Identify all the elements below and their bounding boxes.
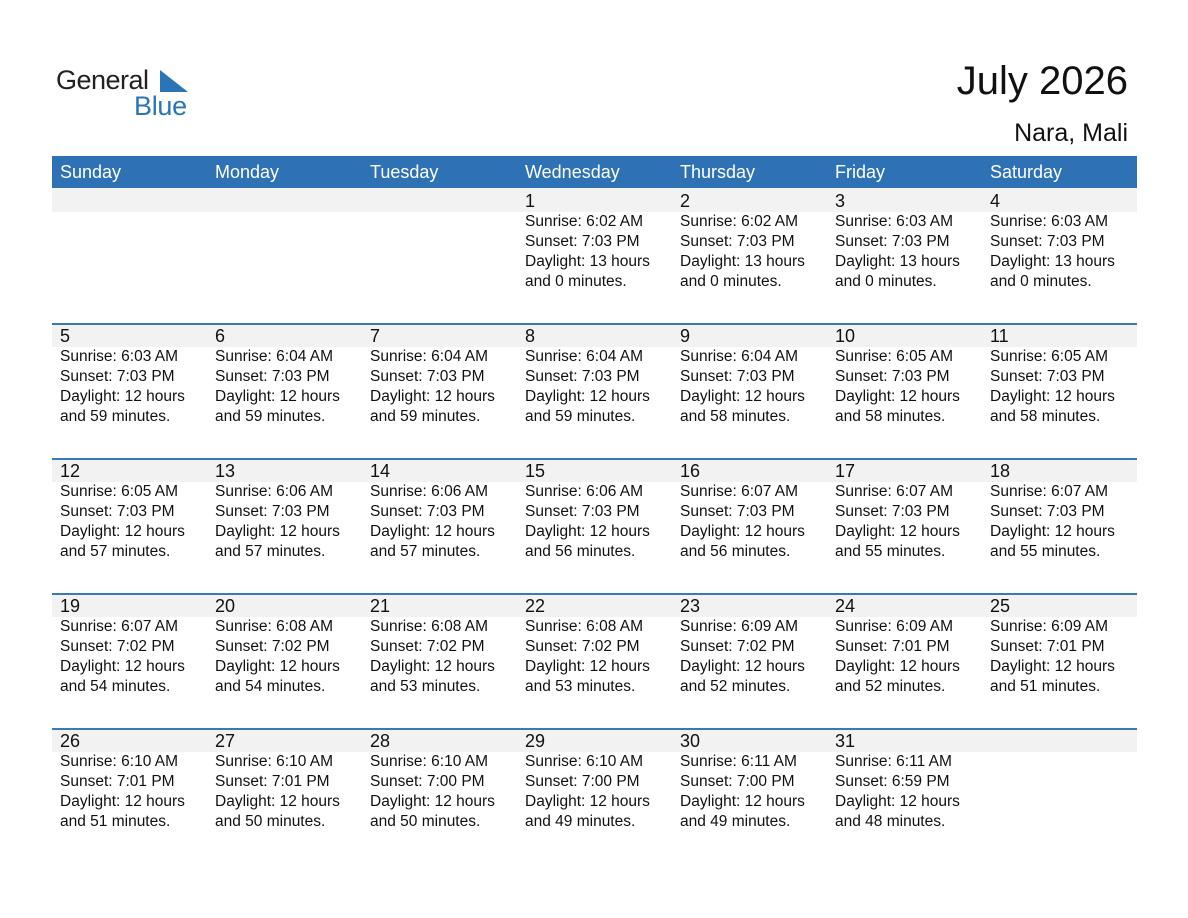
sunrise-text: Sunrise: 6:04 AM xyxy=(215,348,334,365)
day-number: 4 xyxy=(990,191,1001,211)
day-cell xyxy=(207,593,362,728)
day-number: 11 xyxy=(990,326,1009,346)
day-cell xyxy=(672,593,827,728)
day-cell xyxy=(517,458,672,593)
sunrise-text: Sunrise: 6:07 AM xyxy=(990,483,1109,500)
day-number: 19 xyxy=(60,596,81,616)
daylight-minutes-text: and 58 minutes. xyxy=(990,408,1101,425)
day-cell xyxy=(982,593,1137,728)
day-cell xyxy=(982,323,1137,458)
day-number: 21 xyxy=(370,596,391,616)
daylight-minutes-text: and 54 minutes. xyxy=(215,678,326,695)
daylight-hours-text: Daylight: 12 hours xyxy=(525,793,650,810)
sunrise-text: Sunrise: 6:02 AM xyxy=(525,213,644,230)
weekday-header: Tuesday xyxy=(370,162,439,182)
day-number: 6 xyxy=(215,326,226,346)
day-number: 16 xyxy=(680,461,701,481)
day-cell xyxy=(362,728,517,863)
daylight-hours-text: Daylight: 12 hours xyxy=(60,523,185,540)
empty-day-cell xyxy=(362,188,517,323)
sunset-text: Sunset: 7:02 PM xyxy=(525,638,640,655)
sunrise-text: Sunrise: 6:02 AM xyxy=(680,213,799,230)
day-number: 28 xyxy=(370,731,391,751)
daylight-minutes-text: and 51 minutes. xyxy=(990,678,1101,695)
day-cell xyxy=(672,728,827,863)
sunset-text: Sunset: 7:03 PM xyxy=(835,503,950,520)
day-number: 30 xyxy=(680,731,701,751)
day-cell xyxy=(52,728,207,863)
daylight-minutes-text: and 55 minutes. xyxy=(835,543,946,560)
sunset-text: Sunset: 7:03 PM xyxy=(60,503,175,520)
day-cell xyxy=(207,458,362,593)
daylight-minutes-text: and 49 minutes. xyxy=(680,813,791,830)
daylight-minutes-text: and 53 minutes. xyxy=(370,678,481,695)
daylight-hours-text: Daylight: 12 hours xyxy=(215,658,340,675)
sunrise-text: Sunrise: 6:03 AM xyxy=(835,213,954,230)
day-number: 24 xyxy=(835,596,856,616)
sunrise-text: Sunrise: 6:06 AM xyxy=(370,483,489,500)
sunset-text: Sunset: 7:03 PM xyxy=(60,368,175,385)
sunrise-text: Sunrise: 6:10 AM xyxy=(525,753,644,770)
sunrise-text: Sunrise: 6:08 AM xyxy=(215,618,334,635)
daylight-hours-text: Daylight: 12 hours xyxy=(525,658,650,675)
week-grid xyxy=(52,188,1137,323)
sunrise-text: Sunrise: 6:09 AM xyxy=(835,618,954,635)
sunset-text: Sunset: 7:03 PM xyxy=(525,233,640,250)
day-number: 2 xyxy=(680,191,691,211)
daylight-minutes-text: and 51 minutes. xyxy=(60,813,171,830)
day-number: 10 xyxy=(835,326,856,346)
daylight-minutes-text: and 57 minutes. xyxy=(370,543,481,560)
daylight-minutes-text: and 57 minutes. xyxy=(60,543,171,560)
daylight-hours-text: Daylight: 12 hours xyxy=(990,523,1115,540)
day-cell xyxy=(52,593,207,728)
day-number: 17 xyxy=(835,461,856,481)
day-cell xyxy=(517,728,672,863)
day-number: 25 xyxy=(990,596,1011,616)
day-cell xyxy=(827,728,982,863)
sunset-text: Sunset: 7:03 PM xyxy=(680,503,795,520)
sunrise-text: Sunrise: 6:03 AM xyxy=(990,213,1109,230)
daylight-minutes-text: and 50 minutes. xyxy=(215,813,326,830)
daylight-hours-text: Daylight: 12 hours xyxy=(680,658,805,675)
day-cell xyxy=(362,323,517,458)
day-number: 3 xyxy=(835,191,846,211)
sunset-text: Sunset: 7:03 PM xyxy=(370,503,485,520)
day-cell xyxy=(827,593,982,728)
daylight-minutes-text: and 49 minutes. xyxy=(525,813,636,830)
daylight-hours-text: Daylight: 13 hours xyxy=(990,253,1115,270)
daylight-minutes-text: and 52 minutes. xyxy=(835,678,946,695)
daylight-hours-text: Daylight: 13 hours xyxy=(835,253,960,270)
week-grid xyxy=(52,458,1137,593)
empty-day-cell xyxy=(207,188,362,323)
daylight-minutes-text: and 59 minutes. xyxy=(525,408,636,425)
week-row xyxy=(52,593,1137,728)
daylight-minutes-text: and 59 minutes. xyxy=(370,408,481,425)
logo-word-blue: Blue xyxy=(134,91,187,121)
day-cell xyxy=(982,188,1137,323)
logo xyxy=(56,64,206,124)
sunrise-text: Sunrise: 6:03 AM xyxy=(60,348,179,365)
day-cell xyxy=(517,323,672,458)
weekday-header: Monday xyxy=(215,162,280,182)
day-cell xyxy=(517,593,672,728)
weekday-header: Sunday xyxy=(60,162,122,182)
day-cell xyxy=(362,458,517,593)
day-cell xyxy=(982,458,1137,593)
week-grid xyxy=(52,593,1137,728)
day-cell xyxy=(52,458,207,593)
day-number: 29 xyxy=(525,731,546,751)
daylight-hours-text: Daylight: 12 hours xyxy=(835,658,960,675)
day-cell xyxy=(672,188,827,323)
sunrise-text: Sunrise: 6:07 AM xyxy=(60,618,179,635)
daylight-hours-text: Daylight: 12 hours xyxy=(60,388,185,405)
daylight-minutes-text: and 50 minutes. xyxy=(370,813,481,830)
sunset-text: Sunset: 7:03 PM xyxy=(835,233,950,250)
weekday-header: Friday xyxy=(835,162,886,182)
sunset-text: Sunset: 7:03 PM xyxy=(370,368,485,385)
daylight-hours-text: Daylight: 12 hours xyxy=(835,793,960,810)
daylight-minutes-text: and 57 minutes. xyxy=(215,543,326,560)
sunset-text: Sunset: 7:03 PM xyxy=(990,368,1105,385)
logo-word-general: General xyxy=(56,65,149,95)
sunrise-text: Sunrise: 6:09 AM xyxy=(680,618,799,635)
sunrise-text: Sunrise: 6:04 AM xyxy=(370,348,489,365)
day-number: 8 xyxy=(525,326,536,346)
sunrise-text: Sunrise: 6:05 AM xyxy=(835,348,954,365)
day-number: 18 xyxy=(990,461,1011,481)
week-row xyxy=(52,188,1137,323)
sunset-text: Sunset: 7:03 PM xyxy=(835,368,950,385)
day-number: 14 xyxy=(370,461,391,481)
weekday-header: Saturday xyxy=(990,162,1063,182)
daylight-hours-text: Daylight: 12 hours xyxy=(370,523,495,540)
sunset-text: Sunset: 7:03 PM xyxy=(680,368,795,385)
sunrise-text: Sunrise: 6:04 AM xyxy=(525,348,644,365)
sunset-text: Sunset: 7:00 PM xyxy=(370,773,485,790)
daylight-hours-text: Daylight: 12 hours xyxy=(370,388,495,405)
day-number: 5 xyxy=(60,326,71,346)
daylight-minutes-text: and 58 minutes. xyxy=(835,408,946,425)
sunrise-text: Sunrise: 6:09 AM xyxy=(990,618,1109,635)
daylight-hours-text: Daylight: 12 hours xyxy=(525,388,650,405)
daylight-minutes-text: and 58 minutes. xyxy=(680,408,791,425)
calendar-weeks xyxy=(52,188,1137,863)
day-number: 13 xyxy=(215,461,236,481)
sunset-text: Sunset: 7:03 PM xyxy=(525,503,640,520)
day-cell xyxy=(827,323,982,458)
weekday-header-row xyxy=(52,156,1137,188)
daylight-hours-text: Daylight: 12 hours xyxy=(215,793,340,810)
day-number: 1 xyxy=(525,191,536,211)
sunset-text: Sunset: 7:00 PM xyxy=(680,773,795,790)
sunset-text: Sunset: 7:03 PM xyxy=(990,503,1105,520)
day-cell xyxy=(672,458,827,593)
daylight-hours-text: Daylight: 12 hours xyxy=(835,523,960,540)
sunrise-text: Sunrise: 6:07 AM xyxy=(835,483,954,500)
sunrise-text: Sunrise: 6:05 AM xyxy=(60,483,179,500)
day-number: 9 xyxy=(680,326,691,346)
day-number: 20 xyxy=(215,596,236,616)
daylight-hours-text: Daylight: 12 hours xyxy=(525,523,650,540)
daylight-minutes-text: and 0 minutes. xyxy=(680,273,782,290)
weekday-header: Thursday xyxy=(680,162,756,182)
daylight-minutes-text: and 59 minutes. xyxy=(215,408,326,425)
sunrise-text: Sunrise: 6:11 AM xyxy=(680,753,797,770)
daylight-minutes-text: and 52 minutes. xyxy=(680,678,791,695)
sunset-text: Sunset: 7:01 PM xyxy=(990,638,1105,655)
sunrise-text: Sunrise: 6:05 AM xyxy=(990,348,1109,365)
daylight-minutes-text: and 0 minutes. xyxy=(525,273,627,290)
daylight-minutes-text: and 55 minutes. xyxy=(990,543,1101,560)
sunset-text: Sunset: 7:03 PM xyxy=(525,368,640,385)
sunset-text: Sunset: 7:02 PM xyxy=(60,638,175,655)
day-number: 27 xyxy=(215,731,236,751)
daylight-hours-text: Daylight: 12 hours xyxy=(370,658,495,675)
sunset-text: Sunset: 7:03 PM xyxy=(990,233,1105,250)
daylight-minutes-text: and 54 minutes. xyxy=(60,678,171,695)
day-cell xyxy=(517,188,672,323)
sunset-text: Sunset: 7:00 PM xyxy=(525,773,640,790)
week-row xyxy=(52,458,1137,593)
sunset-text: Sunset: 7:01 PM xyxy=(835,638,950,655)
daylight-hours-text: Daylight: 12 hours xyxy=(370,793,495,810)
daylight-hours-text: Daylight: 12 hours xyxy=(215,388,340,405)
sunset-text: Sunset: 7:02 PM xyxy=(215,638,330,655)
day-cell xyxy=(207,728,362,863)
sunrise-text: Sunrise: 6:11 AM xyxy=(835,753,952,770)
day-number: 22 xyxy=(525,596,546,616)
day-number: 31 xyxy=(835,731,856,751)
empty-day-cell xyxy=(52,188,207,323)
day-cell xyxy=(207,323,362,458)
daylight-minutes-text: and 0 minutes. xyxy=(990,273,1092,290)
daylight-hours-text: Daylight: 12 hours xyxy=(60,793,185,810)
daylight-minutes-text: and 56 minutes. xyxy=(525,543,636,560)
daylight-minutes-text: and 53 minutes. xyxy=(525,678,636,695)
sunrise-text: Sunrise: 6:06 AM xyxy=(215,483,334,500)
sunset-text: Sunset: 7:01 PM xyxy=(60,773,175,790)
day-number: 7 xyxy=(370,326,381,346)
daylight-hours-text: Daylight: 12 hours xyxy=(990,658,1115,675)
day-cell xyxy=(827,188,982,323)
day-number: 26 xyxy=(60,731,81,751)
week-row xyxy=(52,728,1137,863)
day-cell xyxy=(362,593,517,728)
daylight-hours-text: Daylight: 12 hours xyxy=(60,658,185,675)
sunrise-text: Sunrise: 6:08 AM xyxy=(370,618,489,635)
day-cell xyxy=(52,323,207,458)
calendar-title: July 2026 xyxy=(956,59,1128,103)
daylight-hours-text: Daylight: 12 hours xyxy=(215,523,340,540)
sunrise-text: Sunrise: 6:10 AM xyxy=(370,753,489,770)
sunrise-text: Sunrise: 6:08 AM xyxy=(525,618,644,635)
sunset-text: Sunset: 7:01 PM xyxy=(215,773,330,790)
sunrise-text: Sunrise: 6:10 AM xyxy=(215,753,334,770)
week-grid xyxy=(52,728,1137,863)
empty-day-cell xyxy=(982,728,1137,863)
day-number: 15 xyxy=(525,461,546,481)
daylight-hours-text: Daylight: 12 hours xyxy=(835,388,960,405)
daylight-minutes-text: and 48 minutes. xyxy=(835,813,946,830)
daylight-hours-text: Daylight: 13 hours xyxy=(680,253,805,270)
calendar-table xyxy=(52,156,1137,863)
calendar-location: Nara, Mali xyxy=(1014,119,1128,147)
sunrise-text: Sunrise: 6:10 AM xyxy=(60,753,179,770)
weekday-header: Wednesday xyxy=(525,162,620,182)
daylight-hours-text: Daylight: 12 hours xyxy=(680,388,805,405)
daylight-minutes-text: and 0 minutes. xyxy=(835,273,937,290)
daylight-hours-text: Daylight: 12 hours xyxy=(990,388,1115,405)
sunset-text: Sunset: 7:02 PM xyxy=(370,638,485,655)
day-number: 23 xyxy=(680,596,701,616)
sunset-text: Sunset: 7:02 PM xyxy=(680,638,795,655)
week-row xyxy=(52,323,1137,458)
sunset-text: Sunset: 7:03 PM xyxy=(215,503,330,520)
daylight-hours-text: Daylight: 12 hours xyxy=(680,523,805,540)
daylight-hours-text: Daylight: 13 hours xyxy=(525,253,650,270)
daylight-minutes-text: and 56 minutes. xyxy=(680,543,791,560)
week-grid xyxy=(52,323,1137,458)
sunrise-text: Sunrise: 6:04 AM xyxy=(680,348,799,365)
daylight-minutes-text: and 59 minutes. xyxy=(60,408,171,425)
day-number: 12 xyxy=(60,461,81,481)
daylight-hours-text: Daylight: 12 hours xyxy=(680,793,805,810)
sunset-text: Sunset: 6:59 PM xyxy=(835,773,950,790)
sunset-text: Sunset: 7:03 PM xyxy=(680,233,795,250)
sunrise-text: Sunrise: 6:06 AM xyxy=(525,483,644,500)
day-cell xyxy=(827,458,982,593)
sunset-text: Sunset: 7:03 PM xyxy=(215,368,330,385)
day-cell xyxy=(672,323,827,458)
sunrise-text: Sunrise: 6:07 AM xyxy=(680,483,799,500)
